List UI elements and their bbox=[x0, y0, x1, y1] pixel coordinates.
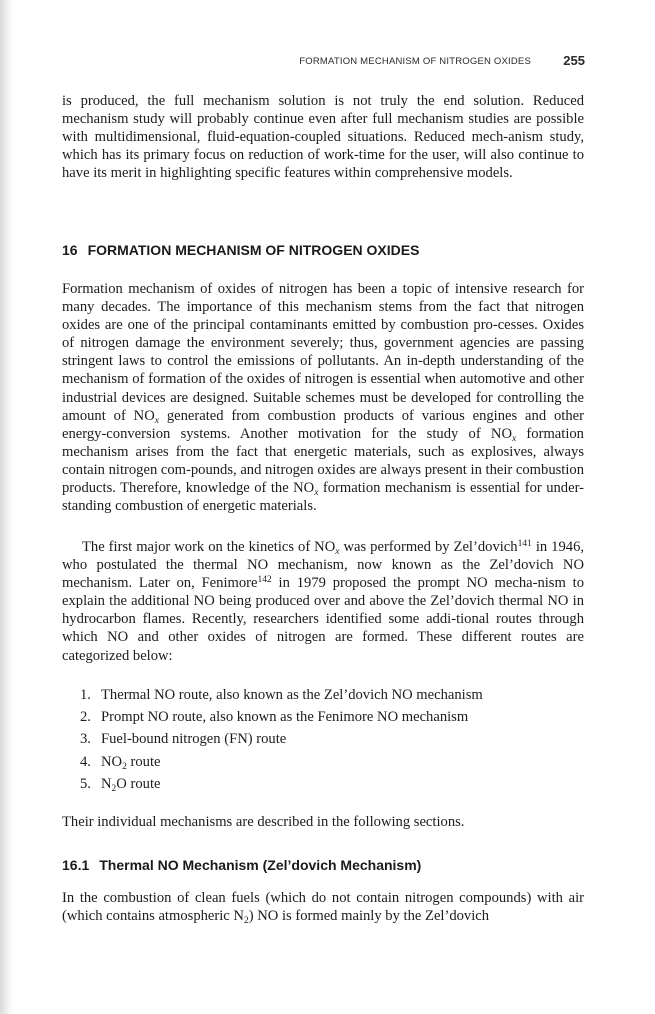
text-run: in 1979 proposed the prompt NO mecha-nism to explain the additional NO being produced over and above the Zel’dovich thermal NO in hydrocarbon flames. Recently, researchers identified some addi-tional routes through which NO and other oxides of nitrogen are formed. These different routes are categorized below: bbox=[62, 575, 584, 664]
intro-paragraph: is produced, the full mechanism solution is not truly the end solution. Reduced mechanism study will probably continue even after full mechanism studies are possible with multidimensional, fluid-equation-coupled situations. Reduced mech-anism study, which has its primary focus on reduction of work-time for the user, will also continue to have its merit in highlighting specific features within comprehensive models. bbox=[62, 93, 584, 182]
list-number: 1. bbox=[80, 687, 91, 703]
subscript-x: x bbox=[314, 488, 319, 499]
list-number: 5. bbox=[80, 775, 91, 792]
list-item bbox=[80, 684, 580, 706]
list-number: 4. bbox=[80, 753, 91, 770]
page-number: 255 bbox=[563, 53, 585, 68]
list-text: Thermal NO route, also known as the Zel’dovich NO mechanism bbox=[101, 687, 483, 703]
list-text: N bbox=[101, 775, 112, 792]
section-title: Thermal NO Mechanism (Zel’dovich Mechanism) bbox=[99, 857, 422, 873]
reference-142: 142 bbox=[257, 575, 272, 586]
list-item bbox=[80, 728, 580, 750]
text-run: Formation mechanism of oxides of nitrogen has been a topic of intensive research for many decades. The importance of this mechanism stems from the fact that nitrogen oxides are one of the principal contaminants emitted by combustion pro-cesses. Oxides of nitrogen damage the environment severely; thus, government agencies are passing stringent laws to control the emissions of pollutants. An in-depth understanding of the mechanism of formation of the oxides of nitrogen is essential when automotive and other industrial devices are designed. Suitable schemes must be developed for controlling the amount of NO bbox=[62, 281, 584, 424]
thermal-no-paragraph bbox=[62, 889, 584, 925]
running-head: FORMATION MECHANISM OF NITROGEN OXIDES bbox=[299, 56, 531, 67]
list-item bbox=[80, 751, 580, 773]
list-item bbox=[80, 706, 580, 728]
formation-paragraph bbox=[62, 280, 584, 515]
section-number: 16.1 bbox=[62, 857, 90, 873]
subscript: 2 bbox=[122, 761, 127, 772]
list-text: Fuel-bound nitrogen (FN) route bbox=[101, 731, 287, 748]
no-routes-list bbox=[80, 684, 580, 795]
after-list-paragraph: Their individual mechanisms are described in the following sections. bbox=[62, 814, 465, 830]
section-16-heading bbox=[62, 242, 584, 258]
subscript-x: x bbox=[335, 547, 340, 557]
subscript: 2 bbox=[243, 916, 249, 927]
list-number: 3. bbox=[80, 731, 91, 748]
subscript: 2 bbox=[111, 783, 117, 794]
subscript-x: x bbox=[154, 415, 159, 426]
text-run: formation mechanism arises from the fact that energetic materials, such as explosives, always contain nitrogen com-pounds, and nitrogen oxides are always present in their combustion products. Therefore, knowledge of the NO bbox=[62, 425, 585, 497]
text-run: The first major work on the kinetics of NO bbox=[82, 539, 336, 555]
reference-141: 141 bbox=[517, 539, 532, 549]
text-run: ) NO is formed mainly by the Zel’dovich bbox=[248, 908, 490, 925]
page-header bbox=[62, 53, 585, 71]
text-run: in 1946, who postulated the thermal NO mechanism, now known as the Zel’dovich NO mechanism. Later on, Fenimore bbox=[62, 539, 585, 592]
text-run: In the combustion of clean fuels (which do not contain nitrogen compounds) with air (which contains atmospheric N bbox=[62, 890, 584, 925]
subscript-x: x bbox=[511, 433, 517, 444]
list-number: 2. bbox=[80, 709, 91, 726]
list-text: O route bbox=[116, 775, 161, 792]
section-number: 16 bbox=[62, 242, 78, 258]
list-item bbox=[80, 773, 580, 795]
text-run: generated from combustion products of various engines and other energy-conversion systems. Another motivation for the study of NO bbox=[62, 407, 584, 442]
history-paragraph bbox=[62, 538, 584, 665]
page-edge-shadow bbox=[0, 0, 14, 1014]
list-text: NO bbox=[101, 753, 123, 770]
section-title: FORMATION MECHANISM OF NITROGEN OXIDES bbox=[87, 242, 420, 258]
list-text: Prompt NO route, also known as the Fenimore NO mechanism bbox=[101, 709, 469, 726]
text-run: was performed by Zel’dovich bbox=[339, 539, 518, 555]
list-text: route bbox=[126, 753, 161, 770]
text-run: formation mechanism is essential for under-standing combustion of energetic materials. bbox=[62, 480, 585, 515]
section-16-1-heading bbox=[62, 857, 584, 873]
